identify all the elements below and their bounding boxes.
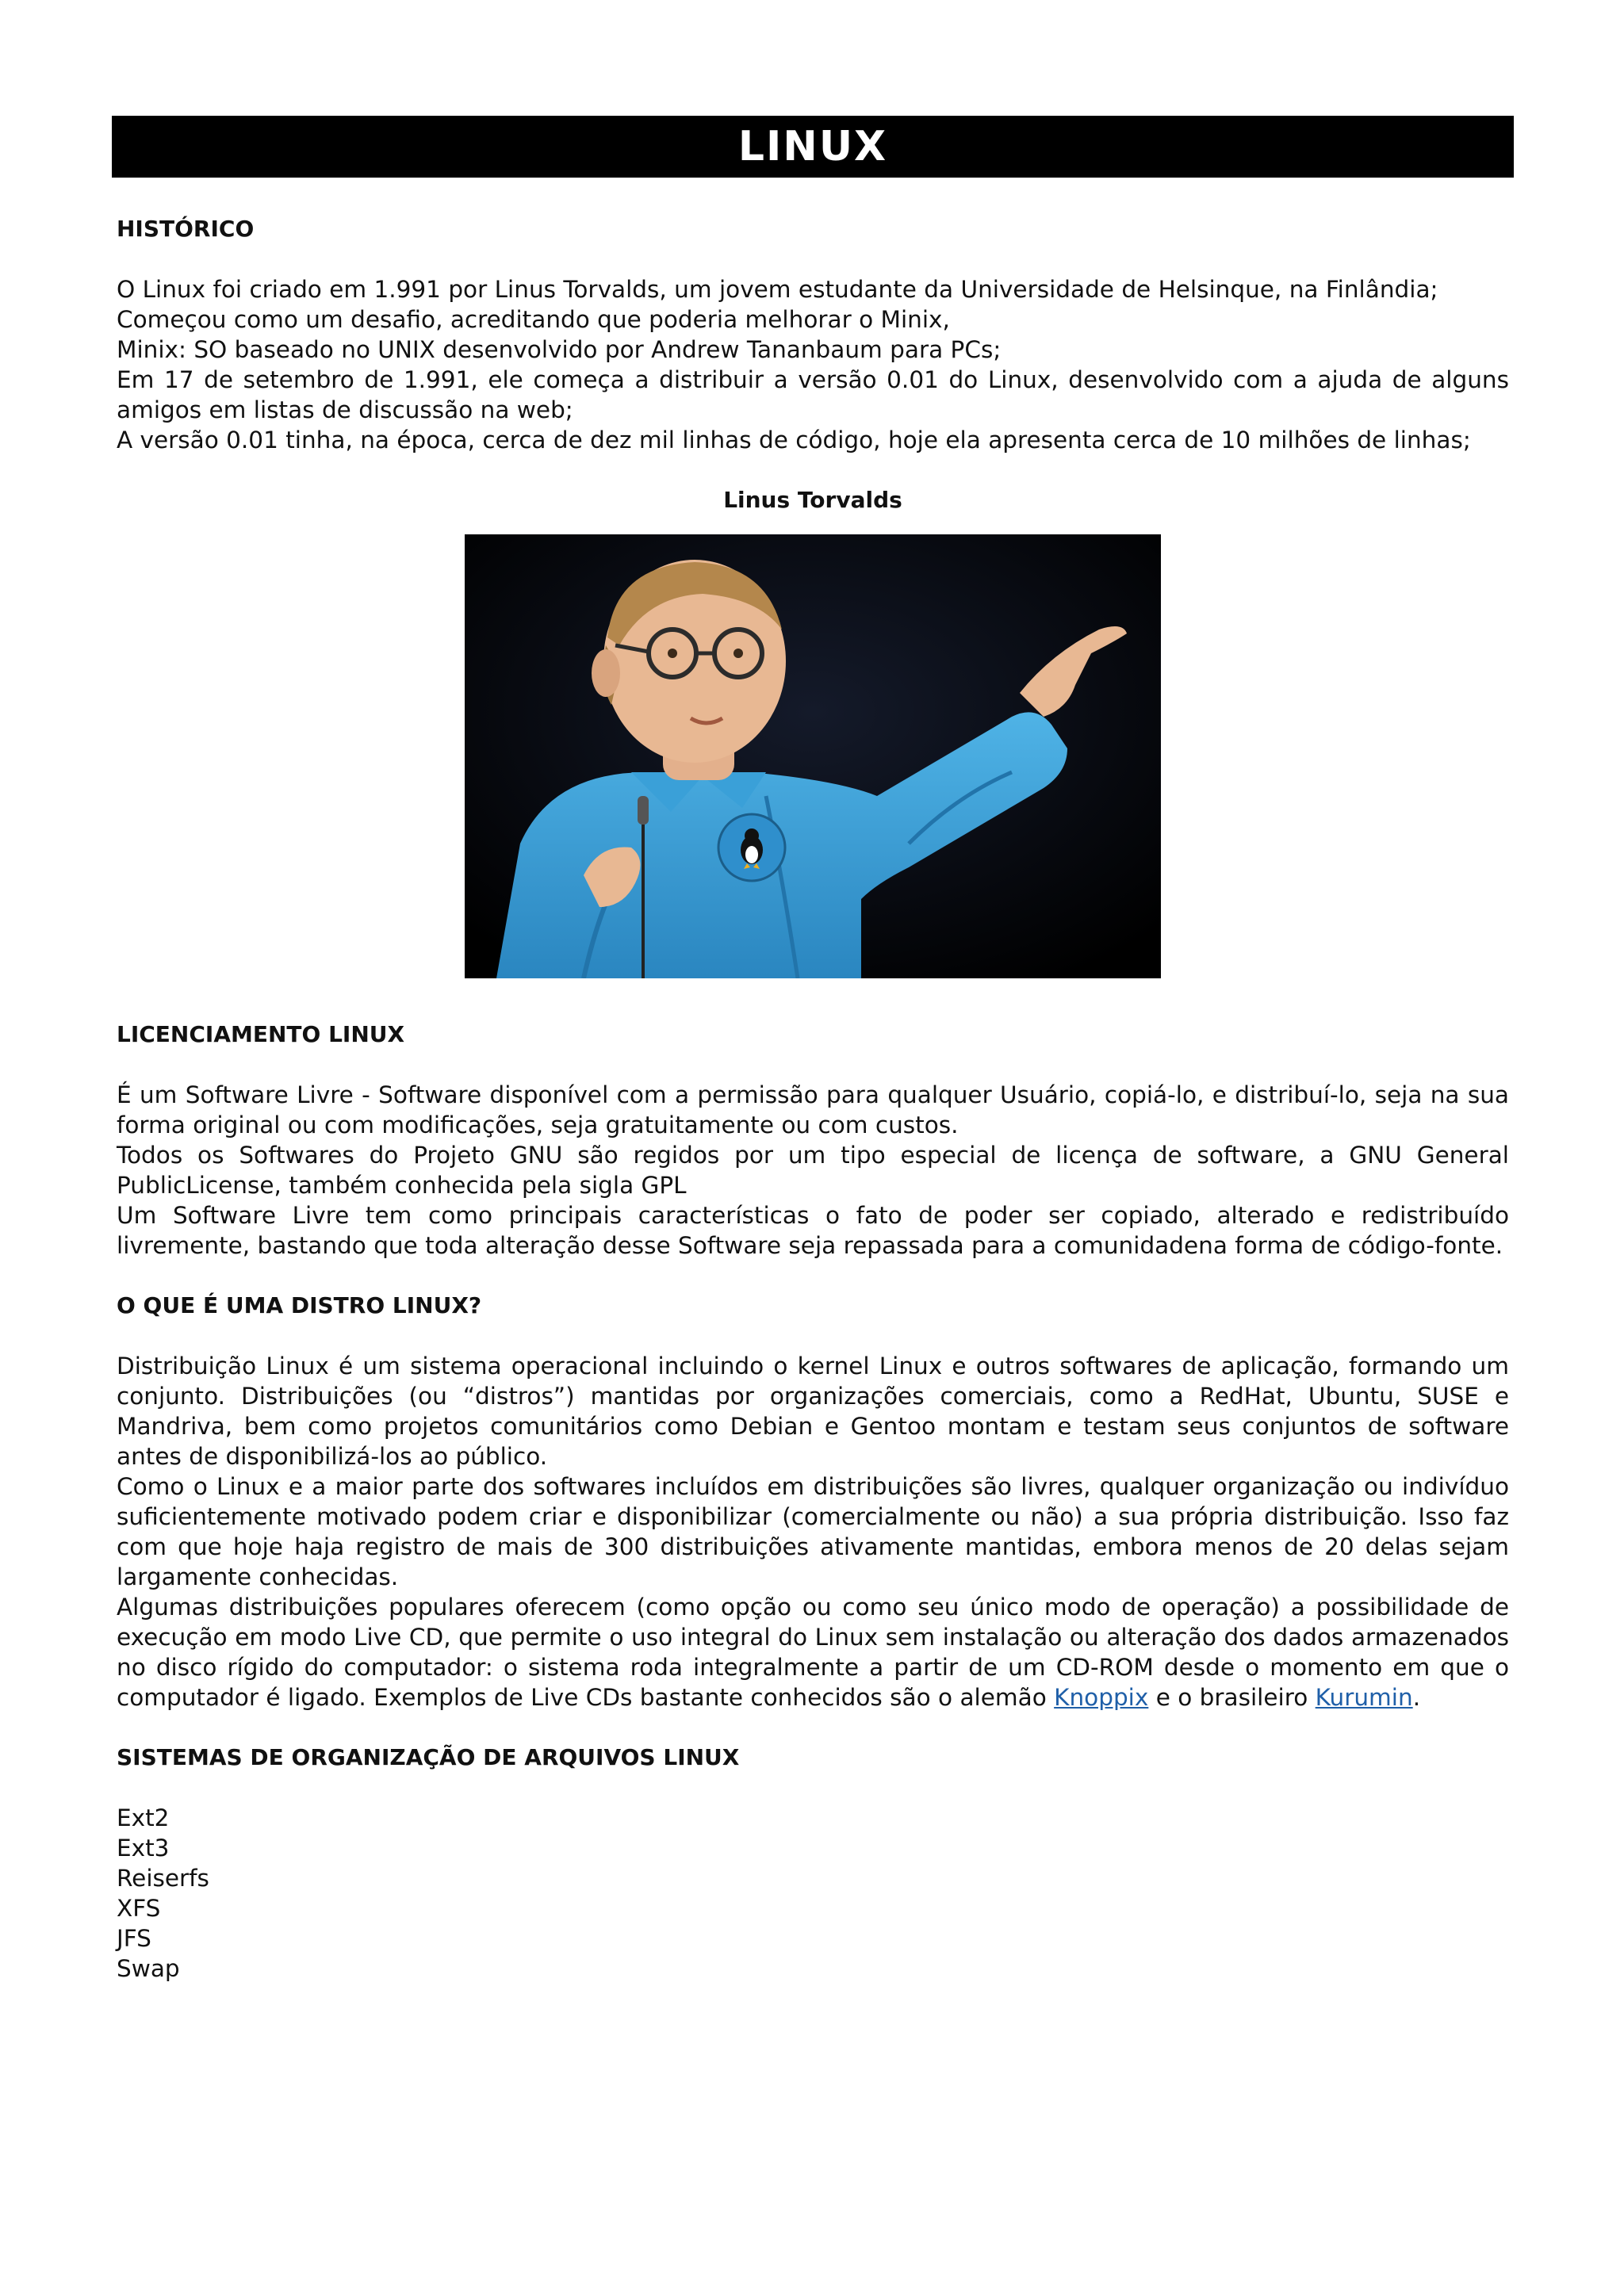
historico-line: O Linux foi criado em 1.991 por Linus Torvalds, um jovem estudante da Universidade de Helsinque, na Finlândia; <box>117 276 1438 303</box>
live-cd-end: . <box>1412 1684 1421 1711</box>
list-item: XFS <box>117 1895 161 1922</box>
historico-line: A versão 0.01 tinha, na época, cerca de dez mil linhas de código, hoje ela apresenta cerca de 10 milhões de linhas; <box>117 427 1471 453</box>
list-item: Reiserfs <box>117 1865 209 1892</box>
filesystem-list <box>117 1803 1509 1984</box>
distro-paragraph: Como o Linux e a maior parte dos softwares incluídos em distribuições são livres, qualquer organização ou indivíduo suficientemente motivado podem criar e disponibilizar (comercialmente ou não) a sua própria distribuição. Isso faz com que hoje haja registro de mais de 300 distribuições ativamente mantidas, embora menos de 20 delas sejam largamente conhecidas. <box>117 1473 1509 1590</box>
licenciamento-line: Um Software Livre tem como principais características o fato de poder ser copiado, alterado e redistribuído livremente, bastando que toda alteração desse Software seja repassada para a comunidadena forma de código-fonte. <box>117 1202 1509 1259</box>
licenciamento-line: Todos os Softwares do Projeto GNU são regidos por um tipo especial de licença de software, a GNU General PublicLicense, também conhecida pela sigla GPL <box>117 1142 1509 1199</box>
heading-filesystems: SISTEMAS DE ORGANIZAÇÃO DE ARQUIVOS LINUX <box>117 1744 740 1770</box>
list-item: Swap <box>117 1955 180 1982</box>
heading-historico: HISTÓRICO <box>117 216 255 242</box>
historico-line: Em 17 de setembro de 1.991, ele começa a distribuir a versão 0.01 do Linux, desenvolvido com a ajuda de alguns amigos em listas de discussão na web; <box>117 366 1509 423</box>
list-item: Ext2 <box>117 1804 170 1831</box>
live-cd-between: e o brasileiro <box>1155 1684 1308 1711</box>
list-item: JFS <box>117 1925 151 1952</box>
linus-torvalds-photo <box>465 534 1161 978</box>
document-content <box>117 198 1509 1984</box>
page-title: LINUX <box>112 116 1514 178</box>
kurumin-link[interactable]: Kurumin <box>1315 1684 1413 1711</box>
historico-section <box>117 274 1509 455</box>
heading-licenciamento: LICENCIAMENTO LINUX <box>117 1021 405 1047</box>
historico-line: Começou como um desafio, acreditando que poderia melhorar o Minix, <box>117 306 950 333</box>
photo-caption: Linus Torvalds <box>723 487 902 513</box>
distro-section <box>117 1351 1509 1712</box>
knoppix-link[interactable]: Knoppix <box>1054 1684 1149 1711</box>
distro-paragraph-live-cd <box>117 1592 1509 1712</box>
licenciamento-line: É um Software Livre - Software disponível com a permissão para qualquer Usuário, copiá-lo, e distribuí-lo, seja na sua forma original ou com modificações, seja gratuitamente ou com custos. <box>117 1081 1509 1138</box>
licenciamento-section <box>117 1080 1509 1261</box>
historico-line: Minix: SO baseado no UNIX desenvolvido por Andrew Tananbaum para PCs; <box>117 336 1002 363</box>
heading-distro: O QUE É UMA DISTRO LINUX? <box>117 1292 482 1318</box>
live-cd-text: Algumas distribuições populares oferecem (como opção ou como seu único modo de operação) a possibilidade de execução em modo Live CD, que permite o uso integral do Linux sem instalação ou alteração dos dados armazenados no disco rígido do computador: o sistema roda integralmente a partir de um CD-ROM desde o momento em que o computador é ligado. Exemplos de Live CDs bastante conhecidos são o alemão <box>117 1594 1509 1711</box>
list-item: Ext3 <box>117 1835 170 1862</box>
distro-paragraph: Distribuição Linux é um sistema operacional incluindo o kernel Linux e outros softwares de aplicação, formando um conjunto. Distribuições (ou “distros”) mantidas por organizações comerciais, como a RedHat, Ubuntu, SUSE e Mandriva, bem como projetos comunitários como Debian e Gentoo montam e testam seus conjuntos de software antes de disponibilizá-los ao público. <box>117 1353 1509 1470</box>
